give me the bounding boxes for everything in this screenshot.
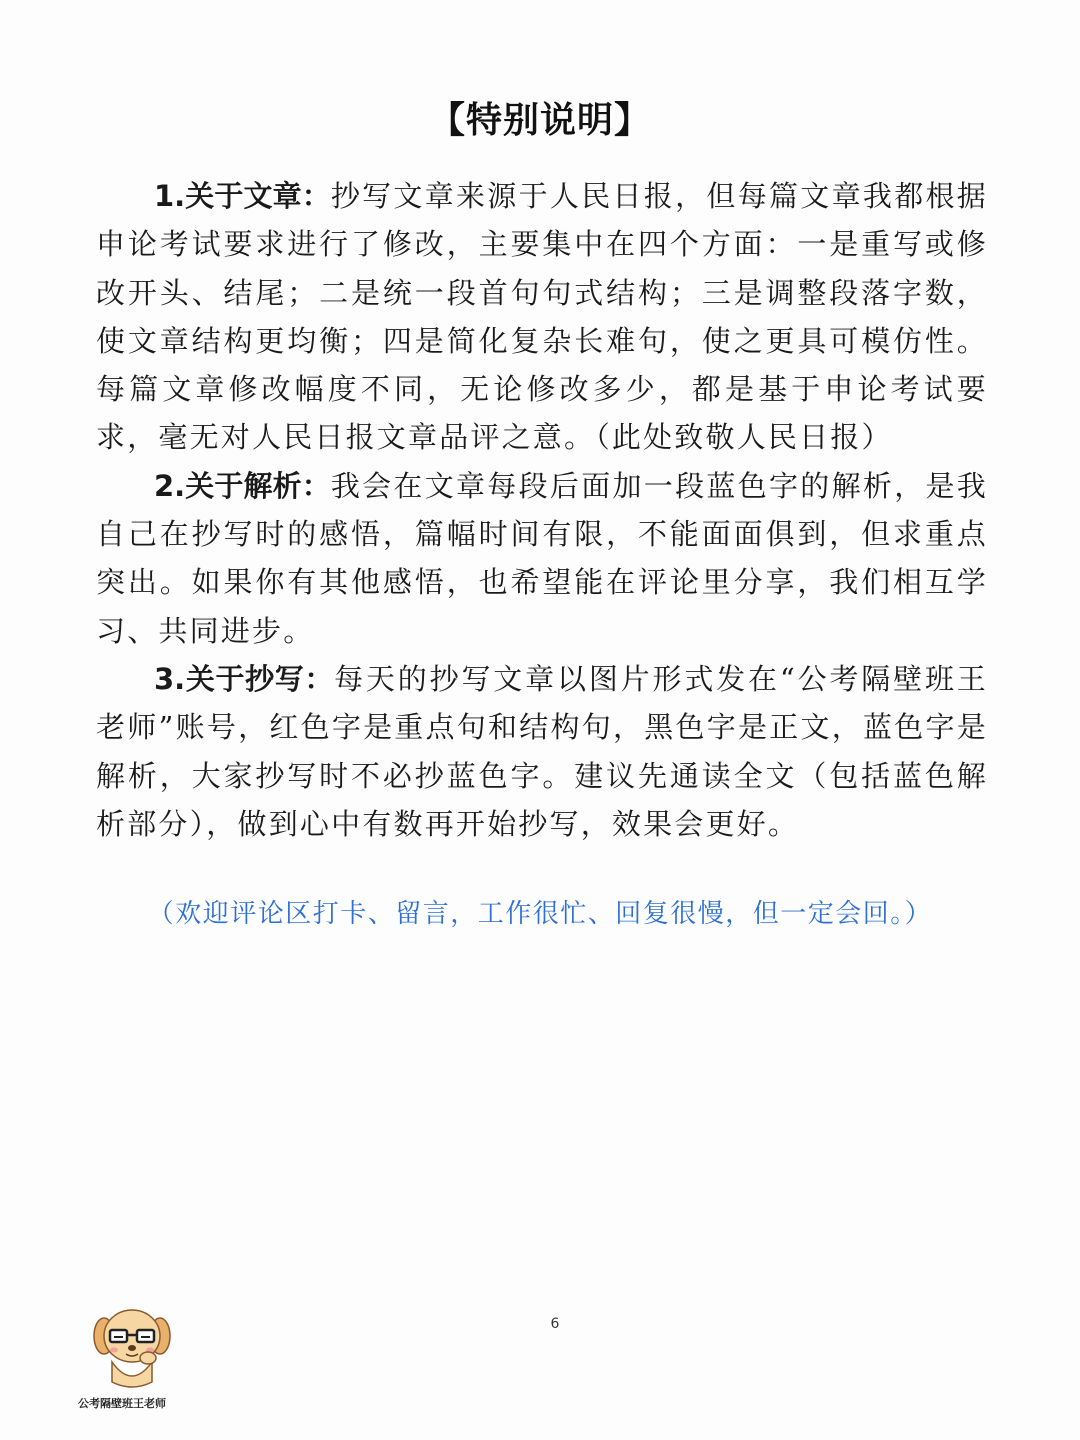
page-number: 6 [550, 1316, 560, 1332]
section-analysis [96, 462, 988, 655]
page-title: 【特别说明】 [428, 100, 651, 141]
section-colon: ： [301, 468, 331, 503]
section-heading: 2.关于解析 [154, 468, 302, 503]
section-articles [96, 172, 988, 462]
section-text: 我会在文章每段后面加一段蓝色字的解析，是我自己在抄写时的感悟，篇幅时间有限，不能面面俱到，但求重点突出。如果你有其他感悟，也希望能在评论里分享，我们相互学习、共同进步。 [96, 468, 988, 648]
watermark-caption: 公考隔壁班王老师 [78, 1397, 166, 1410]
section-colon: ： [304, 661, 335, 696]
section-text: 每天的抄写文章以图片形式发在“公考隔壁班王老师”账号，红色字是重点句和结构句，黑色字是正文，蓝色字是解析，大家抄写时不必抄蓝色字。建议先通读全文（包括蓝色解析部分），做到心中有数再开始抄写，效果会更好。 [96, 661, 988, 841]
section-heading: 3.关于抄写 [154, 661, 305, 696]
section-text: 抄写文章来源于人民日报，但每篇文章我都根据申论考试要求进行了修改，主要集中在四个方面：一是重写或修改开头、结尾；二是统一段首句句式结构；三是调整段落字数，使文章结构更均衡；四是简化复杂长难句，使之更具可模仿性。每篇文章修改幅度不同，无论修改多少，都是基于申论考试要求，毫无对人民日报文章品评之意。（此处致敬人民日报） [96, 179, 988, 455]
comment-note: （欢迎评论区打卡、留言，工作很忙、回复很慢，但一定会回。） [147, 899, 933, 929]
section-heading: 1.关于文章 [154, 179, 302, 213]
section-copying [96, 655, 988, 848]
document-body [96, 172, 988, 848]
dog-with-glasses-icon [92, 1300, 172, 1392]
section-colon: ： [301, 179, 331, 213]
